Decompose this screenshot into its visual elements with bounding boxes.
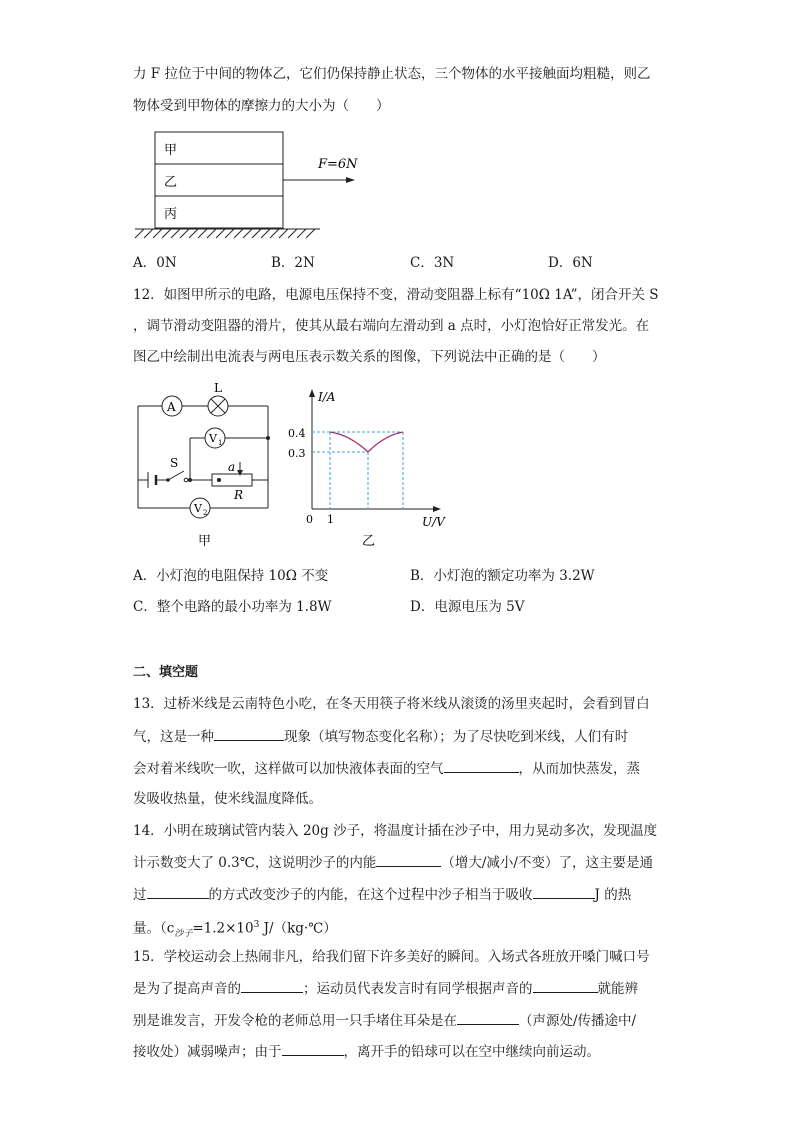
q14-blank-3[interactable]: [533, 884, 595, 899]
q14-exponent: 3: [253, 920, 260, 930]
q12-text-line-2: ，调节滑动变阻器的滑片，使其从最右端向左滑动到 a 点时，小灯泡恰好正常发光。在: [133, 318, 650, 334]
q12-option-b: B．小灯泡的额定功率为 3.2W: [410, 568, 595, 584]
x-tick-label: 1: [327, 513, 334, 526]
q13-line-3: [133, 758, 640, 779]
q12-option-a: A．小灯泡的电阻保持 10Ω 不变: [133, 568, 329, 584]
point-a-label: a: [228, 460, 236, 474]
q12-graph: [290, 383, 455, 550]
q15-line-3-part-a: 别是谁发言，开发令枪的老师总用一只手堵住耳朵是在: [133, 1013, 457, 1029]
q14-specific-heat-subscript: 沙子: [174, 929, 193, 940]
voltmeter-2-subscript: 2: [203, 509, 208, 517]
q11-blocks-figure: [130, 128, 358, 243]
q14-line-4-part-c: J/（kg·℃）: [259, 920, 337, 937]
voltmeter-1-label: V: [209, 432, 217, 445]
q13-line-4: 发吸收热量，使米线温度降低。: [133, 791, 322, 807]
q14-blank-2[interactable]: [147, 884, 209, 899]
voltmeter-2-label: V: [194, 502, 202, 515]
y-axis-arrow: [309, 389, 315, 397]
switch-contact: [184, 478, 188, 482]
q14-blank-1[interactable]: [376, 852, 441, 867]
q11-text-line-2: 物体受到甲物体的摩擦力的大小为（ ）: [133, 98, 390, 114]
rheostat-voltage-curve: [368, 432, 403, 452]
force-label: F=6N: [318, 157, 358, 172]
q11-option-b: B．2N: [271, 255, 315, 271]
junction-dot-left: [188, 478, 192, 482]
q15-blank-3[interactable]: [457, 1010, 519, 1025]
q13-line-1: 13．过桥米线是云南特色小吃，在冬天用筷子将米线从滚烫的汤里夹起时，会看到冒白: [133, 696, 650, 712]
q13-line-2-part-b: 现象（填写物态变化名称）；为了尽快吃到米线，人们有时: [284, 729, 629, 745]
q12-option-c: C．整个电路的最小功率为 1.8W: [133, 599, 332, 615]
q14-line-4-part-a: 量。（c: [133, 920, 175, 937]
q15-line-4-part-a: 接收处）减弱噪声；由于: [133, 1044, 282, 1060]
y-tick-high-label: 0.4: [288, 427, 306, 440]
q14-line-3-part-c: J 的热: [594, 887, 632, 903]
voltmeter-1-subscript: 1: [218, 439, 223, 447]
x-axis-arrow: [433, 506, 441, 512]
q14-line-3-part-b: 的方式改变沙子的内能，在这个过程中沙子相当于吸收: [208, 887, 533, 903]
q15-line-2-part-c: 就能辨: [597, 981, 638, 997]
q14-line-2: [133, 852, 653, 873]
block-bottom-label: 丙: [164, 207, 178, 222]
q14-line-3: [133, 884, 631, 905]
q15-line-2: [133, 978, 638, 999]
q11-text-line-1: 力 F 拉位于中间的物体乙，它们仍保持静止状态，三个物体的水平接触面均粗糙，则乙: [133, 66, 651, 82]
graph-caption: 乙: [362, 534, 376, 549]
q15-line-3: [133, 1010, 636, 1031]
q13-line-2: [133, 726, 628, 747]
q11-option-a: A．0N: [133, 255, 177, 271]
junction-dot-right: [266, 436, 270, 440]
switch-label: S: [170, 456, 179, 470]
q15-blank-1[interactable]: [241, 978, 303, 993]
resistor-label: R: [234, 488, 244, 502]
block-mid-label: 乙: [164, 175, 178, 190]
q15-line-4-part-b: ，离开手的铅球可以在空中继续向前运动。: [343, 1044, 600, 1060]
ground-hatching: [135, 229, 315, 238]
q15-line-2-part-b: ；运动员代表发言时有同学根据声音的: [303, 981, 533, 997]
lamp-label: L: [214, 381, 222, 395]
q15-line-1: 15．学校运动会上热闹非凡，给我们留下许多美好的瞬间。入场式各班放开嗓门喊口号: [133, 949, 650, 965]
q13-blank-2[interactable]: [444, 758, 519, 773]
q14-line-2-part-b: （增大/减小/不变）了，这主要是通: [441, 855, 653, 871]
section-fill-in-title: 二、填空题: [133, 665, 199, 680]
q15-blank-2[interactable]: [533, 978, 598, 993]
x-axis-label: U/V: [422, 515, 445, 529]
q13-line-3-part-a: 会对着米线吹一吹，这样做可以加快液体表面的空气: [133, 761, 444, 777]
q13-line-3-part-b: ，从而加快蒸发，蒸: [518, 761, 640, 777]
q11-option-c: C．3N: [410, 255, 455, 271]
q15-blank-4[interactable]: [282, 1041, 344, 1056]
y-tick-low-label: 0.3: [288, 447, 306, 460]
q12-circuit-diagram: [130, 378, 280, 550]
q14-line-4-part-b: =1.2×10: [192, 920, 254, 937]
y-axis-label: I/A: [318, 390, 336, 404]
q13-line-2-part-a: 气，这是一种: [133, 729, 214, 745]
block-top-label: 甲: [164, 143, 178, 158]
origin-label: 0: [306, 513, 313, 526]
q14-line-3-part-a: 过: [133, 887, 147, 903]
q11-option-d: D．6N: [548, 255, 593, 271]
lamp-voltage-curve: [330, 432, 368, 452]
q15-line-3-part-b: （声源处/传播途中/: [519, 1013, 637, 1029]
point-a-dot: [217, 478, 221, 482]
q14-line-1: 14．小明在玻璃试管内装入 20g 沙子，将温度计插在沙子中，用力晃动多次，发现温度: [133, 823, 658, 839]
q12-option-d: D．电源电压为 5V: [410, 599, 525, 615]
q12-text-line-3: 图乙中绘制出电流表与两电压表示数关系的图像，下列说法中正确的是（ ）: [133, 349, 606, 365]
q14-line-4: [133, 915, 337, 944]
q15-line-4: [133, 1041, 600, 1062]
q12-text-line-1: 12．如图甲所示的电路，电源电压保持不变，滑动变阻器上标有“10Ω 1A”，闭合开关 S: [133, 287, 659, 303]
circuit-caption: 甲: [198, 534, 212, 549]
switch-blade: [168, 471, 184, 480]
q14-line-2-part-a: 计示数变大了 0.3℃，这说明沙子的内能: [133, 855, 377, 871]
force-arrow-head: [346, 177, 355, 183]
q13-blank-1[interactable]: [214, 726, 284, 741]
ammeter-label: A: [167, 400, 176, 414]
q15-line-2-part-a: 是为了提高声音的: [133, 981, 241, 997]
